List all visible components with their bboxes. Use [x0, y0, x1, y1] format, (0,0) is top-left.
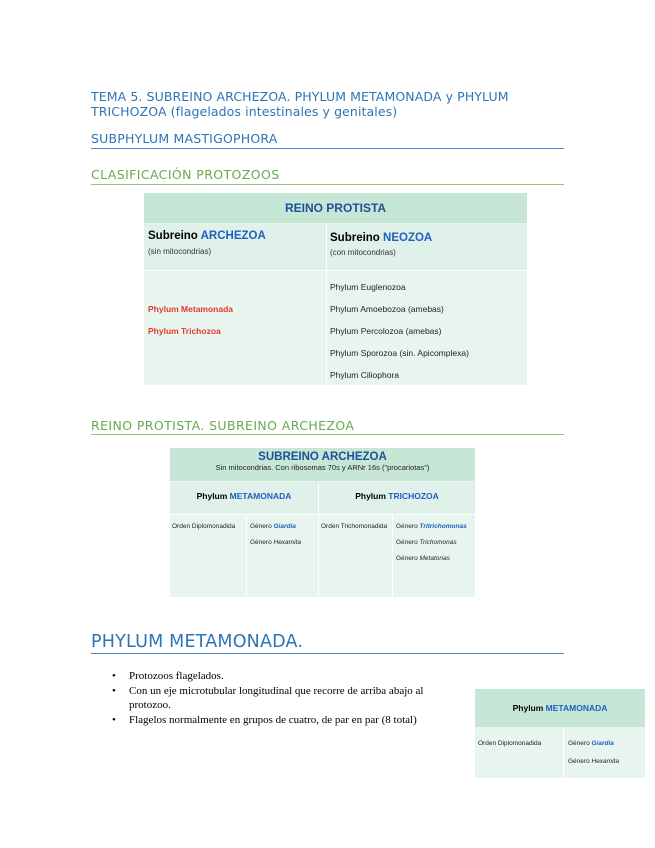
phylum-name: METAMONADA: [229, 491, 292, 501]
table-divider: [246, 515, 247, 597]
genero-name: Tritrichomonas: [419, 523, 467, 530]
list-item: [112, 669, 467, 684]
genero-item: [396, 539, 457, 546]
bullet-symbol: •: [112, 684, 116, 697]
subreino-prefix: Subreino: [330, 232, 384, 244]
phylum-prefix: Phylum: [355, 491, 389, 501]
phylum-name: TRICHOZOA: [388, 491, 439, 501]
section-heading-metamonada: PHYLUM METAMONADA.: [91, 632, 304, 652]
heading-rule: [91, 148, 564, 149]
table-divider: [144, 270, 527, 271]
genero-name: Giardia: [273, 523, 296, 530]
phylum-item: Phylum Ciliophora: [330, 370, 399, 380]
subreino-name: NEOZOA: [383, 232, 433, 244]
genero-name: Metatonas: [419, 555, 450, 562]
subreino-name: ARCHEZOA: [200, 230, 266, 242]
phylum-item: Phylum Euglenozoa: [330, 282, 406, 292]
bullet-symbol: •: [112, 713, 116, 726]
section-heading-clasificacion: CLASIFICACIÓN PROTOZOOS: [91, 167, 280, 182]
subreino-note: (con mitocondrias): [330, 248, 396, 257]
genero-item: [568, 758, 619, 765]
table-subtitle: Sin mitocondrias. Con ribosomas 70s y ARNr 16s ("procariotas"): [215, 463, 430, 472]
subreino-neozoa-heading: [330, 232, 432, 244]
heading-rule: [91, 434, 564, 435]
orden-label: Orden Trichomonadida: [321, 523, 388, 530]
section-heading-archezoa: REINO PROTISTA. SUBREINO ARCHEZOA: [91, 418, 355, 433]
metamonada-table: [475, 689, 645, 778]
table-header: [475, 689, 645, 727]
phylum-trichozoa-label: [319, 491, 475, 501]
subreino-archezoa-table: [170, 448, 475, 597]
bullet-list: [112, 669, 467, 727]
table-divider: [563, 728, 564, 778]
table-divider: [170, 514, 475, 515]
page-title: TEMA 5. SUBREINO ARCHEZOA. PHYLUM METAMONADA y PHYLUM TRICHOZOA (flagelados intestinales y genitales): [91, 89, 509, 119]
phylum-metamonada-label: [170, 491, 318, 501]
subphylum-heading: SUBPHYLUM MASTIGOPHORA: [91, 131, 278, 146]
genero-item: [250, 539, 301, 546]
orden-label: Orden Diplomonadida: [478, 740, 542, 747]
subreino-note: (sin mitocondrias): [148, 247, 212, 256]
genero-item: [396, 523, 467, 530]
heading-rule: [91, 653, 564, 654]
table-divider: [326, 224, 327, 385]
heading-rule: [91, 184, 564, 185]
phylum-item: Phylum Sporozoa (sin. Apicomplexa): [330, 348, 469, 358]
genero-prefix: Género: [568, 740, 592, 747]
phylum-item: Phylum Trichozoa: [148, 326, 221, 336]
genero-name: Hexamita: [591, 758, 619, 765]
genero-prefix: Género: [250, 523, 274, 530]
genero-item: [568, 740, 614, 747]
genero-prefix: Género: [396, 539, 420, 546]
genero-prefix: Género: [250, 539, 274, 546]
genero-name: Trichomonas: [419, 539, 457, 546]
reino-protista-table: [144, 193, 527, 385]
phylum-item: Phylum Metamonada: [148, 304, 234, 314]
bullet-symbol: •: [112, 670, 116, 682]
genero-name: Giardia: [591, 740, 614, 747]
list-item: [112, 684, 467, 713]
genero-name: Hexamita: [273, 539, 301, 546]
orden-label: Orden Diplomonadida: [172, 523, 236, 530]
list-item-text: Con un eje microtubular longitudinal que recorre de arriba abajo al protozoo.: [129, 684, 424, 711]
list-item: [112, 713, 467, 728]
subreino-archezoa-heading: [148, 230, 266, 242]
table-header: [170, 448, 475, 481]
subreino-prefix: Subreino: [148, 230, 201, 242]
phylum-name: METAMONADA: [545, 703, 608, 713]
phylum-item: Phylum Percolozoa (amebas): [330, 326, 442, 336]
genero-prefix: Género: [396, 523, 420, 530]
genero-item: [396, 555, 450, 562]
genero-item: [250, 523, 296, 530]
phylum-item: Phylum Amoebozoa (amebas): [330, 304, 444, 314]
phylum-prefix: Phylum: [196, 491, 230, 501]
genero-prefix: Género: [568, 758, 592, 765]
table-divider: [392, 515, 393, 597]
table-title: SUBREINO ARCHEZOA: [258, 451, 387, 463]
table-header: REINO PROTISTA: [144, 193, 527, 223]
phylum-prefix: Phylum: [512, 703, 546, 713]
genero-prefix: Género: [396, 555, 420, 562]
list-item-text: Protozoos flagelados.: [129, 670, 224, 682]
list-item-text: Flagelos normalmente en grupos de cuatro, de par en par (8 total): [129, 713, 417, 726]
